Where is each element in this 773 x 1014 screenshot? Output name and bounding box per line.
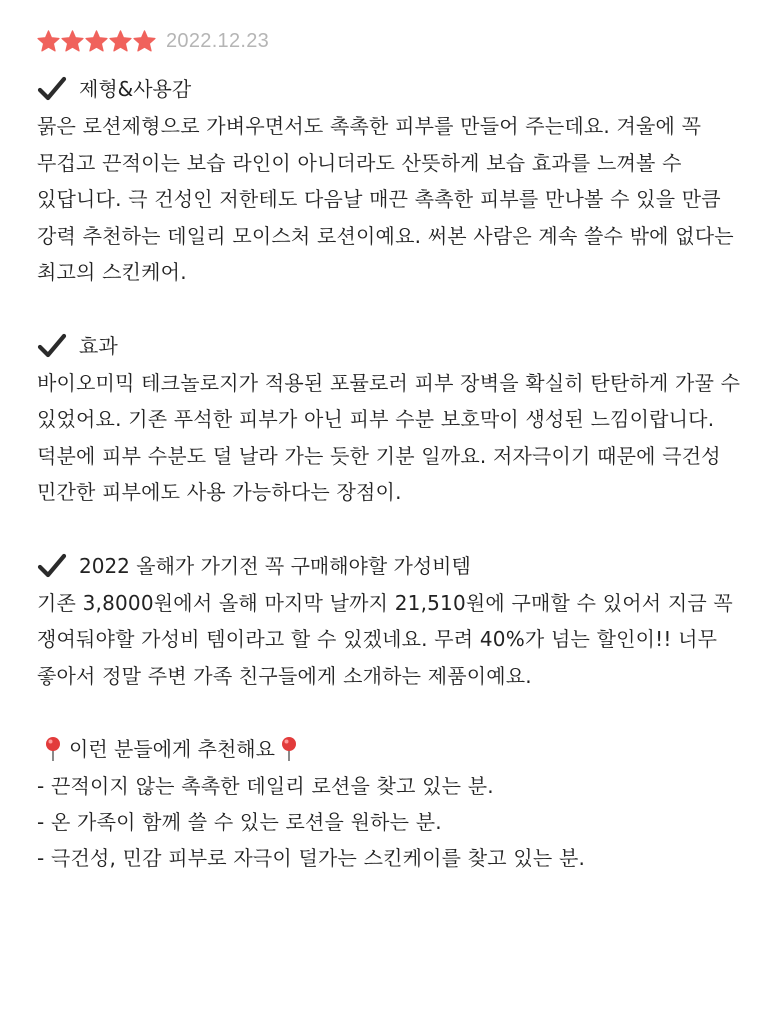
check-mark-icon [37, 76, 67, 102]
star-icon [37, 30, 60, 52]
section-body: 바이오미믹 테크놀로지가 적용된 포뮬로러 피부 장벽을 확실히 탄탄하게 가꿀 수 있었어요. 기존 푸석한 피부가 아닌 피부 수분 보호막이 생성된 느낌이랍니다. 덕분에 피부 수분도 덜 날라 가는 듯한 기분 일까요. 저자극이기 때문에 극건성 민간한 피부에도 사용 가능하다는 장점이. [37, 370, 741, 504]
section-body: 묽은 로션제형으로 가벼우면서도 촉촉한 피부를 만들어 주는데요. 겨울에 꼭 무겁고 끈적이는 보습 라인이 아니더라도 산뜻하게 보습 효과를 느껴볼 수 있답니다. 극 건성인 저한테도 다음날 매끈 촉촉한 피부를 만나볼 수 있을 만큼 강력 추천하는 데일리 모이스처 로션이예요. 써본 사람은 계속 쓸수 밖에 없다는 최고의 스킨케어. [37, 114, 734, 284]
section-body: 기존 3,8000원에서 올해 마지막 날까지 21,510원에 구매할 수 있어서 지금 꼭 쟁여둬야할 가성비 템이라고 할 수 있겠네요. 무려 40%가 넘는 할인이!! 너무 좋아서 정말 주변 가족 친구들에게 소개하는 제품이예요. [37, 590, 733, 688]
recommend-title: 이런 분들에게 추천해요 [69, 737, 275, 761]
section-title: 2022 올해가 가기전 꼭 구매해야할 가성비템 [79, 553, 471, 578]
list-item: - 끈적이지 않는 촉촉한 데일리 로션을 찾고 있는 분. [37, 774, 494, 798]
star-icon [109, 30, 132, 52]
section-title: 효과 [79, 333, 118, 358]
star-icon [61, 30, 84, 52]
star-rating [37, 30, 156, 52]
recommend-heading [37, 730, 749, 768]
section-heading-value [37, 547, 749, 585]
review-date: 2022.12.23 [166, 29, 270, 52]
section-heading-effect [37, 327, 749, 365]
star-icon [85, 30, 108, 52]
check-mark-icon [37, 333, 67, 359]
review-card [37, 26, 749, 876]
round-pushpin-icon [43, 736, 63, 762]
check-mark-icon [37, 553, 67, 579]
list-item: - 극건성, 민감 피부로 자극이 덜가는 스킨케이를 찾고 있는 분. [37, 846, 586, 870]
recommend-list [37, 768, 749, 876]
list-item: - 온 가족이 함께 쓸 수 있는 로션을 원하는 분. [37, 810, 442, 834]
section-title: 제형&사용감 [79, 77, 192, 101]
star-icon [133, 30, 156, 52]
round-pushpin-icon [279, 736, 299, 762]
review-meta [37, 26, 749, 56]
section-heading-texture [37, 70, 749, 108]
